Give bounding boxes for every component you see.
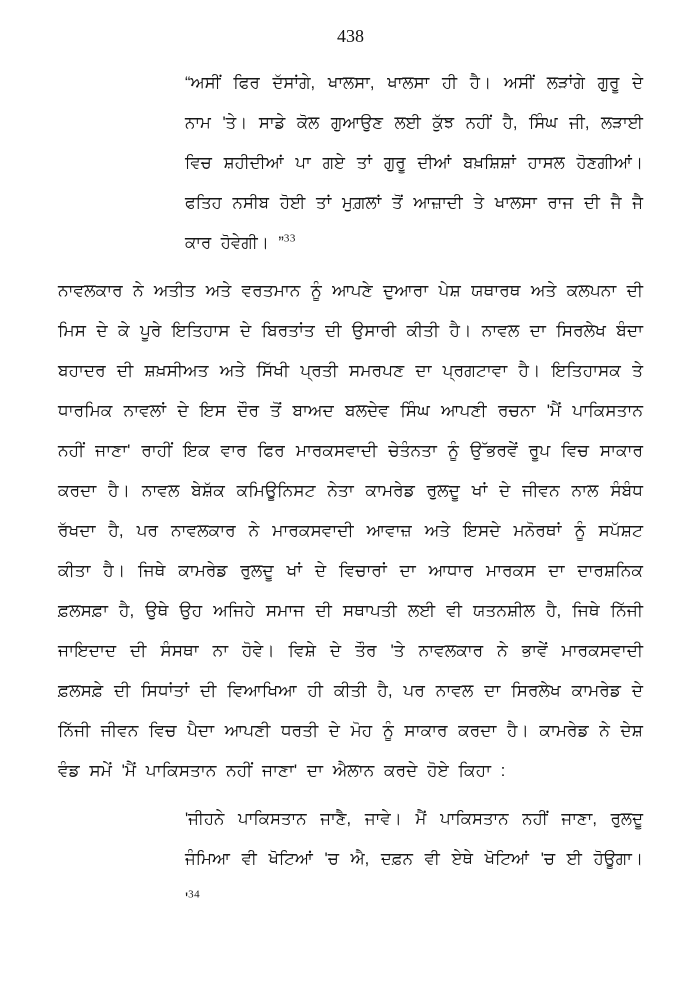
- blockquote-bottom-text: 'ਜੀਹਨੇ ਪਾਕਿਸਤਾਨ ਜਾਣੈ, ਜਾਵੇ। ਮੈਂ ਪਾਕਿਸਤਾਨ ਨਹੀਂ ਜਾਣਾ, ਰੁਲਦੂ ਜੰਮਿਆ ਵੀ ਖੋਟਿਆਂ 'ਚ ਐ, ਦਫ਼ਨ ਵੀ ਏਥੇ ਖੋਟਿਆਂ 'ਚ ਈ ਹੋਊਗਾ। ': [185, 810, 643, 908]
- blockquote-bottom: [185, 799, 643, 919]
- body-paragraph: ਨਾਵਲਕਾਰ ਨੇ ਅਤੀਤ ਅਤੇ ਵਰਤਮਾਨ ਨੂੰ ਆਪਣੇ ਦੁਆਰਾ ਪੇਸ਼ ਯਥਾਰਥ ਅਤੇ ਕਲਪਨਾ ਦੀ ਮਿਸ ਦੇ ਕੇ ਪੂਰੇ ਇਤਿਹਾਸ ਦੇ ਬਿਰਤਾਂਤ ਦੀ ਉਸਾਰੀ ਕੀਤੀ ਹੈ। ਨਾਵਲ ਦਾ ਸਿਰਲੇਖ ਬੰਦਾ ਬਹਾਦਰ ਦੀ ਸ਼ਖ਼ਸੀਅਤ ਅਤੇ ਸਿੱਖੀ ਪ੍ਰਤੀ ਸਮਰਪਣ ਦਾ ਪ੍ਰਗਟਾਵਾ ਹੈ। ਇਤਿਹਾਸਕ ਤੇ ਧਾਰਮਿਕ ਨਾਵਲਾਂ ਦੇ ਇਸ ਦੌਰ ਤੋਂ ਬਾਅਦ ਬਲਦੇਵ ਸਿੰਘ ਆਪਣੀ ਰਚਨਾ 'ਮੈਂ ਪਾਕਿਸਤਾਨ ਨਹੀਂ ਜਾਣਾ' ਰਾਹੀਂ ਇਕ ਵਾਰ ਫਿਰ ਮਾਰਕਸਵਾਦੀ ਚੇਤੰਨਤਾ ਨੂੰ ਉੱਭਰਵੇਂ ਰੂਪ ਵਿਚ ਸਾਕਾਰ ਕਰਦਾ ਹੈ। ਨਾਵਲ ਬੇਸ਼ੱਕ ਕਮਿਊਨਿਸਟ ਨੇਤਾ ਕਾਮਰੇਡ ਰੁਲਦੂ ਖਾਂ ਦੇ ਜੀਵਨ ਨਾਲ ਸੰਬੰਧ ਰੱਖਦਾ ਹੈ, ਪਰ ਨਾਵਲਕਾਰ ਨੇ ਮਾਰਕਸਵਾਦੀ ਆਵਾਜ਼ ਅਤੇ ਇਸਦੇ ਮਨੋਰਥਾਂ ਨੂੰ ਸਪੱਸ਼ਟ ਕੀਤਾ ਹੈ। ਜਿਥੇ ਕਾਮਰੇਡ ਰੁਲਦੂ ਖਾਂ ਦੇ ਵਿਚਾਰਾਂ ਦਾ ਆਧਾਰ ਮਾਰਕਸ ਦਾ ਦਾਰਸ਼ਨਿਕ ਫ਼ਲਸਫ਼ਾ ਹੈ, ਉਥੇ ਉਹ ਅਜਿਹੇ ਸਮਾਜ ਦੀ ਸਥਾਪਤੀ ਲਈ ਵੀ ਯਤਨਸ਼ੀਲ ਹੈ, ਜਿਥੇ ਨਿੱਜੀ ਜਾਇਦਾਦ ਦੀ ਸੰਸਥਾ ਨਾ ਹੋਵੇ। ਵਿਸ਼ੇ ਦੇ ਤੌਰ 'ਤੇ ਨਾਵਲਕਾਰ ਨੇ ਭਾਵੇਂ ਮਾਰਕਸਵਾਦੀ ਫ਼ਲਸਫ਼ੇ ਦੀ ਸਿਧਾਂਤਾਂ ਦੀ ਵਿਆਖਿਆ ਹੀ ਕੀਤੀ ਹੈ, ਪਰ ਨਾਵਲ ਦਾ ਸਿਰਲੇਖ ਕਾਮਰੇਡ ਦੇ ਨਿੱਜੀ ਜੀਵਨ ਵਿਚ ਪੈਦਾ ਆਪਣੀ ਧਰਤੀ ਦੇ ਮੋਹ ਨੂੰ ਸਾਕਾਰ ਕਰਦਾ ਹੈ। ਕਾਮਰੇਡ ਨੇ ਦੇਸ਼ ਵੰਡ ਸਮੇਂ 'ਮੈਂ ਪਾਕਿਸਤਾਨ ਨਹੀਂ ਜਾਣਾ' ਦਾ ਐਲਾਨ ਕਰਦੇ ਹੋਏ ਕਿਹਾ :: [58, 281, 643, 780]
- blockquote-top: [185, 63, 643, 263]
- blockquote-top-text: “ਅਸੀਂ ਫਿਰ ਦੱਸਾਂਗੇ, ਖਾਲਸਾ, ਖਾਲਸਾ ਹੀ ਹੈ। ਅਸੀਂ ਲੜਾਂਗੇ ਗੁਰੂ ਦੇ ਨਾਮ 'ਤੇ। ਸਾਡੇ ਕੋਲ ਗੁਆਉਣ ਲਈ ਕੁੱਝ ਨਹੀਂ ਹੈ, ਸਿੰਘ ਜੀ, ਲੜਾਈ ਵਿਚ ਸ਼ਹੀਦੀਆਂ ਪਾ ਗਏ ਤਾਂ ਗੁਰੂ ਦੀਆਂ ਬਖ਼ਸ਼ਿਸ਼ਾਂ ਹਾਸਲ ਹੋਣਗੀਆਂ। ਫਤਿਹ ਨਸੀਬ ਹੋਈ ਤਾਂ ਮੁਗ਼ਲਾਂ ਤੋਂ ਆਜ਼ਾਦੀ ਤੇ ਖਾਲਸਾ ਰਾਜ ਦੀ ਜੈ ਜੈ ਕਾਰ ਹੋਵੇਗੀ। ”: [185, 74, 643, 252]
- page-number: 438: [337, 26, 364, 46]
- footnote-ref-34: 34: [188, 888, 201, 901]
- footnote-ref-33: 33: [283, 232, 296, 245]
